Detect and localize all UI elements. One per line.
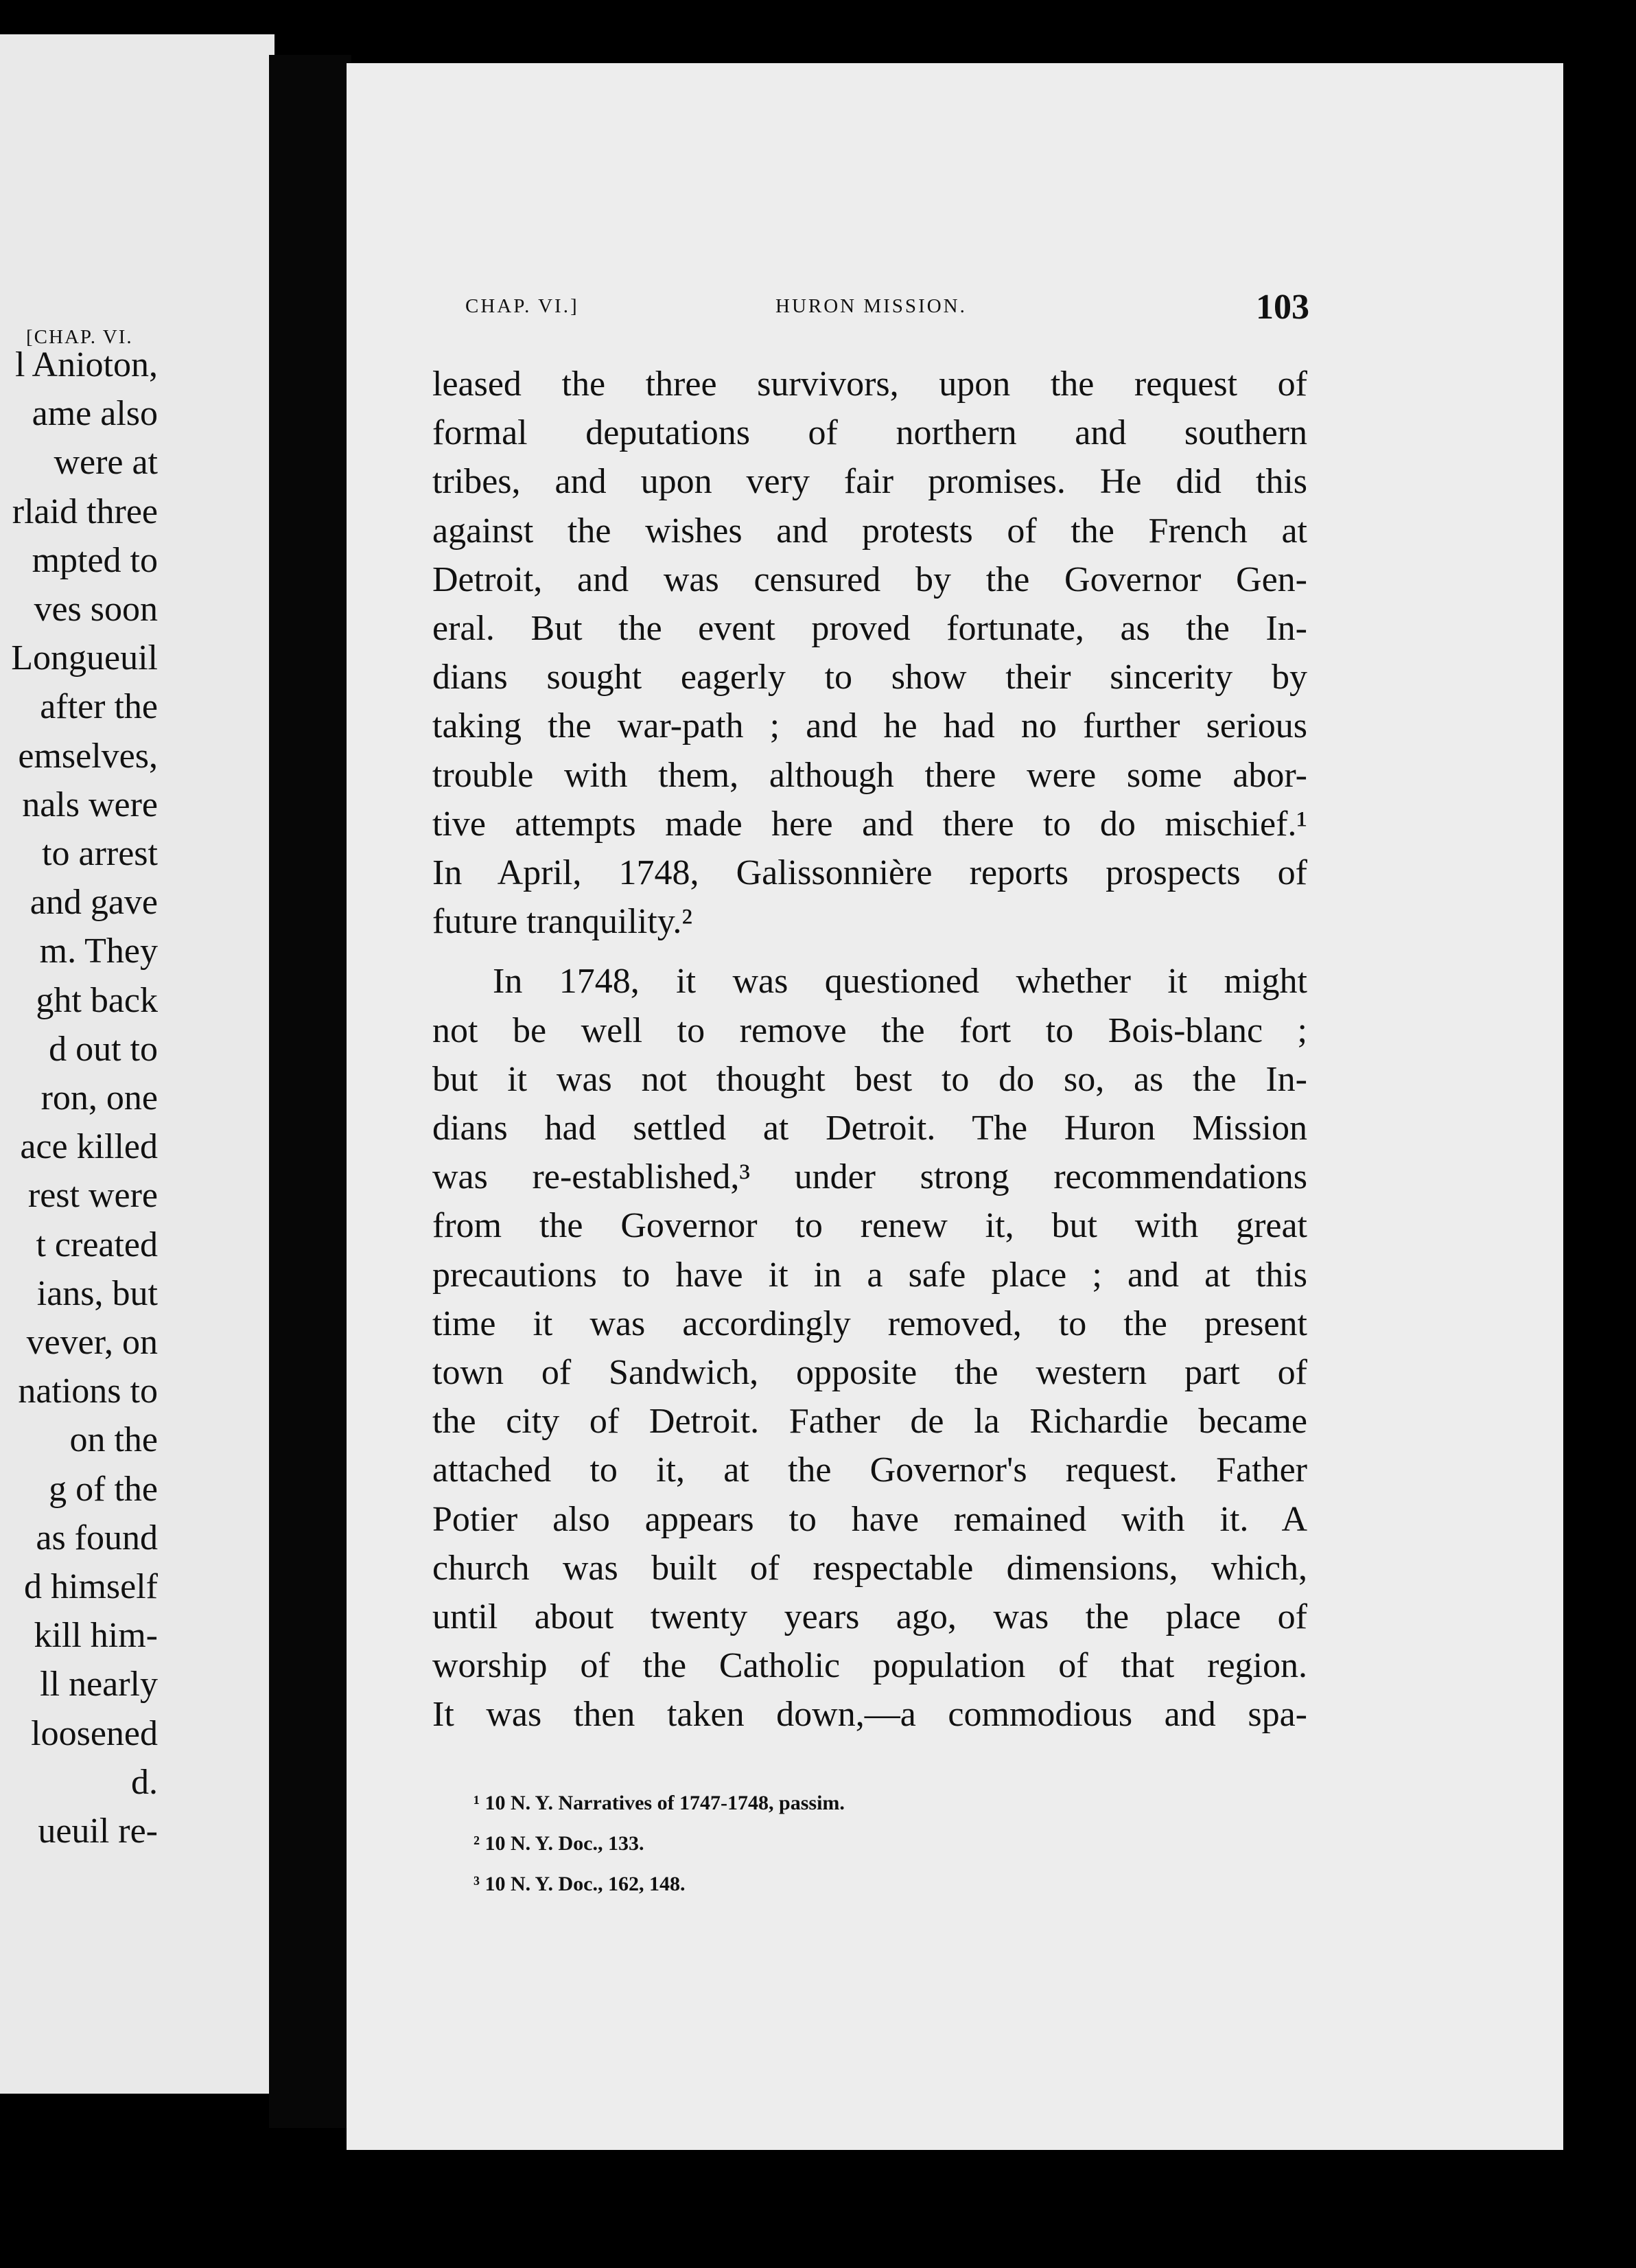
left-page-line: were at [54,443,158,483]
left-page-line: d himself [24,1567,158,1606]
body-line: not be well to remove the fort to Bois-blanc ; [432,1010,1307,1050]
body-line: Detroit, and was censured by the Governor Gen- [432,559,1307,599]
left-page-line: ll nearly [40,1665,158,1704]
running-head-chapter: CHAP. VI.] [465,295,579,317]
left-page-line: kill him- [34,1616,158,1656]
body-line: trouble with them, although there were some abor- [432,755,1307,795]
body-line: In April, 1748, Galissonnière reports prospects of [432,853,1307,892]
body-line: from the Governor to renew it, but with great [432,1206,1307,1246]
footnote: ³ 10 N. Y. Doc., 162, 148. [474,1873,686,1895]
body-line: town of Sandwich, opposite the western part of [432,1353,1307,1392]
left-page-line: and gave [30,883,158,923]
left-page-line: nals were [22,785,158,824]
body-line: eral. But the event proved fortunate, as the In- [432,609,1307,648]
body-line: tive attempts made here and there to do mischief.¹ [432,804,1307,844]
left-page-line: Longueuil [11,638,158,678]
body-line: against the wishes and protests of the French at [432,511,1307,551]
body-line: the city of Detroit. Father de la Richardie became [432,1402,1307,1442]
left-page-line: m. They [39,931,158,971]
body-line: future tranquility.² [432,902,693,942]
left-page-line: rlaid three [12,491,158,531]
left-page-line: to arrest [42,834,158,873]
left-page-line: l Anioton, [14,345,158,384]
running-head-title: HURON MISSION. [775,295,967,317]
left-page-line: ace killed [20,1127,158,1167]
left-page-header: [CHAP. VI. [26,326,133,348]
left-page-line: ueuil re- [38,1812,158,1851]
left-page-line: d. [131,1762,158,1802]
body-line: leased the three survivors, upon the request of [432,364,1307,404]
left-page-line: on the [69,1420,158,1460]
left-page-line: nations to [18,1372,158,1411]
body-line: dians sought eagerly to show their sincerity by [432,658,1307,697]
body-line: tribes, and upon very fair promises. He did this [432,462,1307,502]
body-line: attached to it, at the Governor's request. Father [432,1450,1307,1490]
body-line: It was then taken down,—a commodious and spa- [432,1695,1307,1735]
left-page-line: ght back [36,980,158,1020]
body-line: dians had settled at Detroit. The Huron Mission [432,1109,1307,1148]
body-line: taking the war-path ; and he had no further serious [432,706,1307,746]
left-page-line: after the [40,687,158,727]
left-page-line: vever, on [26,1323,158,1362]
body-line: Potier also appears to have remained with it. A [432,1499,1307,1539]
left-page-line: g of the [49,1469,158,1509]
left-page-line: mpted to [32,540,158,580]
body-line: precautions to have it in a safe place ; and at this [432,1255,1307,1295]
body-line: was re-established,³ under strong recommendations [432,1157,1307,1197]
left-page-line: rest were [27,1176,158,1216]
left-page-line: emselves, [18,736,158,776]
left-page-line: as found [36,1518,158,1558]
body-line: but it was not thought best to do so, as the In- [432,1059,1307,1099]
body-line: until about twenty years ago, was the place of [432,1597,1307,1636]
footnote: ¹ 10 N. Y. Narratives of 1747-1748, passim. [474,1792,845,1814]
left-page-line: ians, but [36,1273,158,1313]
left-page-line: t created [36,1225,158,1264]
left-page-line: loosened [31,1713,158,1753]
body-line: In 1748, it was questioned whether it might [493,962,1307,1002]
left-page-line: ron, one [40,1078,158,1118]
body-line: worship of the Catholic population of that region. [432,1646,1307,1686]
body-line: formal deputations of northern and southern [432,413,1307,453]
book-gutter [269,55,351,2128]
left-page-line: ves soon [34,590,158,629]
left-page-line: d out to [49,1029,158,1069]
body-line: time it was accordingly removed, to the present [432,1304,1307,1343]
left-page-line: ame also [32,394,158,434]
page-number: 103 [1256,288,1309,327]
body-line: church was built of respectable dimensions, which, [432,1548,1307,1588]
footnote: ² 10 N. Y. Doc., 133. [474,1832,644,1855]
